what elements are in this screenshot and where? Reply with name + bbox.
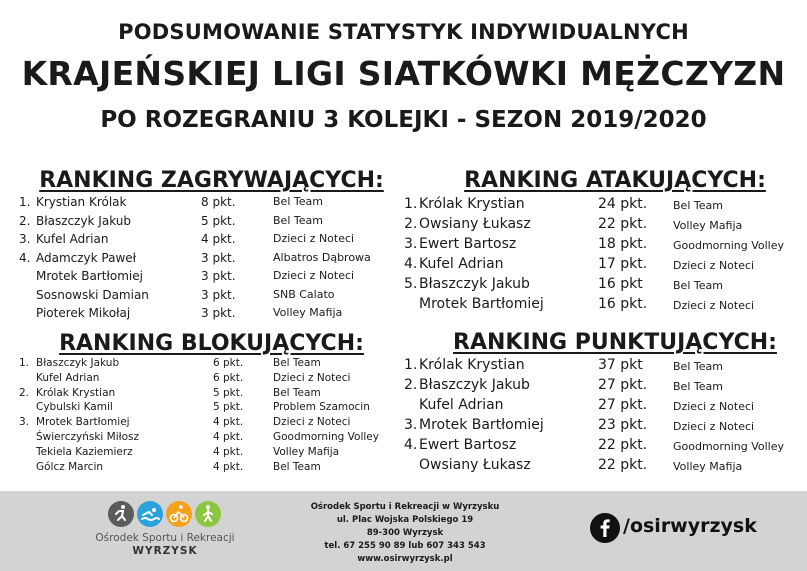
rank-number: 3.	[404, 417, 418, 433]
contact-postal: 89-300 Wyrzysk	[366, 528, 444, 538]
team-name: Goodmorning Volley	[673, 239, 785, 252]
table-row	[404, 296, 804, 316]
rank-number: 1.	[404, 357, 418, 373]
title-line-2: KRAJEŃSKIEJ LIGI SIATKÓWKI MĘŻCZYZN	[21, 54, 786, 93]
table-row	[19, 401, 409, 416]
points: 3 pkt.	[201, 306, 236, 320]
player-name: Ewert Bartosz	[419, 437, 517, 453]
player-name: Adamczyk Paweł	[36, 250, 137, 265]
footer	[0, 491, 807, 571]
points: 16 pkt.	[598, 296, 648, 312]
rank-number: 2.	[404, 377, 418, 393]
contact-name: Ośrodek Sportu i Rekreacji w Wyrzysku	[310, 502, 500, 512]
table-row	[404, 276, 804, 296]
ranking-atakujacych-title: RANKING ATAKUJĄCYCH:	[464, 168, 766, 193]
contact-street: ul. Plac Wojska Polskiego 19	[336, 515, 474, 525]
table-row	[19, 232, 409, 251]
player-name: Mrotek Bartłomiej	[419, 417, 544, 433]
rank-number: 4.	[404, 256, 418, 272]
points: 16 pkt	[598, 276, 643, 292]
points: 27 pkt.	[598, 397, 648, 413]
points: 3 pkt.	[201, 250, 236, 265]
team-name: SNB Calato	[273, 287, 335, 301]
player-name: Kufel Adrian	[419, 256, 504, 272]
player-name: Błaszczyk Jakub	[36, 213, 132, 228]
points: 8 pkt.	[201, 195, 236, 209]
player-name: Kufel Adrian	[36, 232, 109, 246]
ranking-atakujacych-list	[404, 196, 804, 316]
player-name: Błaszczyk Jakub	[419, 377, 530, 393]
team-name: Volley Mafija	[673, 219, 743, 232]
team-name: Bel Team	[273, 460, 321, 473]
table-row	[19, 214, 409, 233]
rank-number: 5.	[404, 276, 418, 292]
ranking-blokujacych-title: RANKING BLOKUJĄCYCH:	[59, 331, 364, 356]
table-row	[19, 372, 409, 387]
rank-number: 1.	[404, 196, 418, 212]
team-name: Volley Mafija	[273, 306, 343, 319]
team-name: Bel Team	[273, 386, 321, 399]
points: 5 pkt.	[213, 386, 244, 399]
team-name: Goodmorning Volley	[673, 440, 785, 453]
points: 3 pkt.	[201, 269, 236, 283]
table-row	[19, 416, 409, 431]
team-name: Bel Team	[273, 195, 323, 208]
player-name: Kufel Adrian	[419, 397, 504, 413]
player-name: Owsiany Łukasz	[419, 216, 531, 232]
contact-web[interactable]: www.osirwyrzysk.pl	[357, 554, 453, 564]
player-name: Królak Krystian	[419, 196, 525, 212]
table-row	[404, 256, 804, 276]
points: 22 pkt.	[598, 457, 648, 473]
points: 18 pkt.	[598, 236, 648, 252]
facebook-icon	[590, 513, 620, 543]
contact-info	[290, 501, 520, 566]
table-row	[19, 387, 409, 402]
table-row	[404, 236, 804, 256]
table-row	[19, 461, 409, 476]
table-row	[19, 446, 409, 461]
player-name: Owsiany Łukasz	[419, 457, 531, 473]
table-row	[19, 269, 409, 288]
player-name: Tekiela Kaziemierz	[36, 445, 133, 458]
points: 5 pkt.	[201, 213, 236, 228]
social-handle: /osirwyrzysk	[623, 515, 757, 537]
table-row	[404, 397, 804, 417]
logo-city: WYRZYSK	[132, 545, 198, 557]
rank-number: 3.	[404, 236, 418, 252]
table-row	[19, 306, 409, 325]
table-row	[404, 216, 804, 236]
rank-number: 4.	[19, 250, 31, 265]
table-row	[19, 431, 409, 446]
player-name: Ewert Bartosz	[419, 236, 517, 252]
logo-text: Ośrodek Sportu i Rekreacji	[95, 532, 235, 544]
team-name: Dzieci z Noteci	[673, 400, 755, 413]
points: 4 pkt.	[213, 445, 244, 458]
walking-icon	[195, 501, 221, 527]
table-row	[19, 288, 409, 307]
team-name: Dzieci z Noteci	[273, 416, 351, 429]
rank-number: 4.	[404, 437, 418, 453]
player-name: Gólcz Marcin	[36, 460, 104, 473]
team-name: Bel Team	[673, 360, 723, 373]
team-name: Dzieci z Noteci	[273, 269, 355, 282]
points: 17 pkt.	[598, 256, 648, 272]
points: 6 pkt.	[213, 357, 244, 369]
rank-number: 2.	[19, 386, 30, 399]
running-icon	[108, 501, 134, 527]
ranking-zagrywajacych-title: RANKING ZAGRYWAJĄCYCH:	[39, 168, 384, 193]
swimming-icon	[137, 501, 163, 527]
player-name: Królak Krystian	[36, 386, 116, 399]
table-row	[19, 357, 409, 372]
rank-number: 1.	[19, 357, 30, 369]
cycling-icon	[166, 501, 192, 527]
team-name: Volley Mafija	[673, 460, 743, 473]
team-name: Dzieci z Noteci	[673, 420, 755, 433]
table-row	[404, 196, 804, 216]
table-row	[404, 437, 804, 457]
ranking-blokujacych-list	[19, 357, 409, 475]
team-name: Problem Szamocin	[273, 401, 370, 414]
table-row	[404, 377, 804, 397]
title-line-3: PO ROZEGRANIU 3 KOLEJKI - SEZON 2019/2020	[100, 107, 707, 133]
player-name: Błaszczyk Jakub	[419, 276, 530, 292]
rank-number: 1.	[19, 195, 31, 209]
rank-number: 3.	[19, 232, 31, 246]
team-name: Bel Team	[673, 380, 723, 393]
table-row	[19, 251, 409, 270]
team-name: Goodmorning Volley	[273, 430, 379, 443]
points: 4 pkt.	[213, 430, 244, 443]
ranking-punktujacych-list	[404, 357, 804, 477]
player-name: Mrotek Bartłomiej	[36, 416, 130, 429]
team-name: Bel Team	[673, 199, 723, 212]
table-row	[404, 417, 804, 437]
table-row	[19, 195, 409, 214]
points: 4 pkt.	[201, 232, 236, 246]
contact-phone: tel. 67 255 90 89 lub 607 343 543	[324, 541, 486, 551]
team-name: Albatros Dąbrowa	[273, 250, 371, 264]
osir-logo	[108, 501, 220, 527]
player-name: Cybulski Kamil	[36, 401, 113, 414]
player-name: Krystian Królak	[36, 195, 127, 209]
player-name: Mrotek Bartłomiej	[36, 269, 143, 283]
team-name: Dzieci z Noteci	[273, 232, 355, 245]
rank-number: 2.	[404, 216, 418, 232]
rank-number: 3.	[19, 416, 30, 429]
rank-number: 2.	[19, 213, 31, 228]
player-name: Sosnowski Damian	[36, 287, 149, 302]
points: 27 pkt.	[598, 377, 648, 393]
points: 5 pkt.	[213, 401, 244, 414]
team-name: Bel Team	[273, 357, 321, 369]
player-name: Kufel Adrian	[36, 371, 100, 384]
points: 23 pkt.	[598, 417, 648, 433]
points: 24 pkt.	[598, 196, 648, 212]
player-name: Świerczyński Miłosz	[36, 430, 140, 443]
points: 4 pkt.	[213, 460, 244, 473]
title-line-1: PODSUMOWANIE STATYSTYK INDYWIDUALNYCH	[118, 20, 689, 44]
player-name: Królak Krystian	[419, 357, 525, 373]
points: 37 pkt	[598, 357, 643, 373]
ranking-punktujacych-title: RANKING PUNKTUJĄCYCH:	[453, 330, 777, 355]
team-name: Bel Team	[673, 279, 723, 292]
table-row	[404, 357, 804, 377]
team-name: Dzieci z Noteci	[673, 299, 755, 312]
team-name: Dzieci z Noteci	[673, 259, 755, 272]
points: 6 pkt.	[213, 371, 244, 384]
player-name: Błaszczyk Jakub	[36, 357, 120, 369]
team-name: Dzieci z Noteci	[273, 371, 351, 384]
team-name: Volley Mafija	[273, 445, 340, 458]
player-name: Pioterek Mikołaj	[36, 306, 131, 320]
points: 22 pkt.	[598, 216, 648, 232]
table-row	[404, 457, 804, 477]
points: 3 pkt.	[201, 287, 236, 302]
points: 22 pkt.	[598, 437, 648, 453]
team-name: Bel Team	[273, 213, 323, 227]
ranking-zagrywajacych-list	[19, 195, 409, 325]
player-name: Mrotek Bartłomiej	[419, 296, 544, 312]
points: 4 pkt.	[213, 416, 244, 429]
